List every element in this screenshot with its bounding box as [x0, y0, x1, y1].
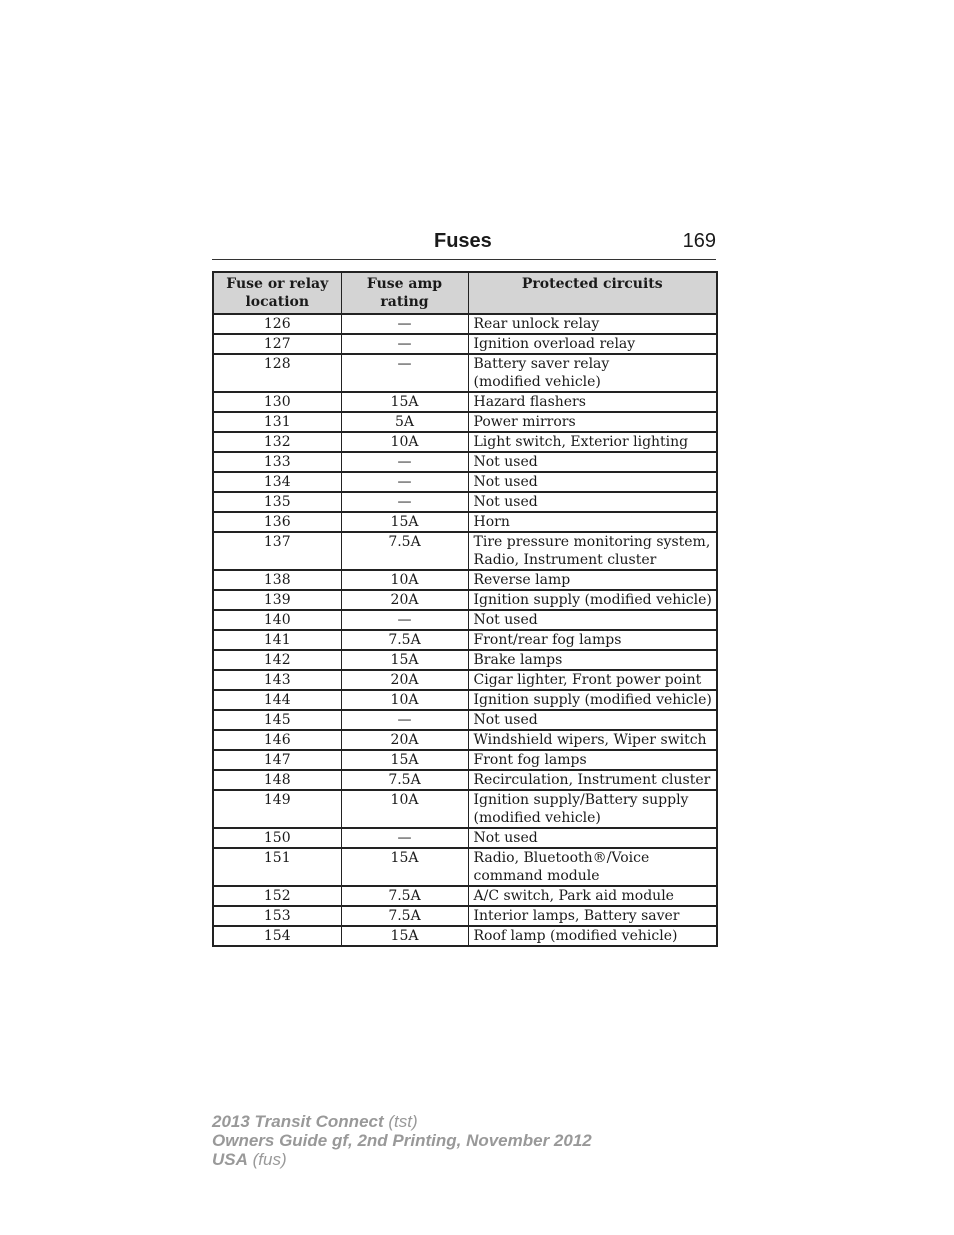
document-footer — [212, 1112, 592, 1169]
protected-circuit-cell: Not used — [468, 492, 717, 512]
section-title: Fuses — [434, 230, 492, 252]
table-row — [213, 412, 717, 432]
protected-circuit-cell: Not used — [468, 452, 717, 472]
table-body — [213, 314, 717, 946]
table-row — [213, 690, 717, 710]
fuse-rating-cell: 7.5A — [341, 886, 468, 906]
table-row — [213, 848, 717, 886]
column-header-circuits: Protected circuits — [468, 272, 717, 314]
fuse-rating-cell: 7.5A — [341, 532, 468, 570]
table-row — [213, 334, 717, 354]
column-header-rating: Fuse amp rating — [341, 272, 468, 314]
protected-circuit-cell: Horn — [468, 512, 717, 532]
fuse-location-cell: 142 — [213, 650, 341, 670]
footer-vehicle-code: (tst) — [388, 1112, 418, 1131]
fuse-location-cell: 130 — [213, 392, 341, 412]
protected-circuit-cell: Not used — [468, 710, 717, 730]
table-header-row — [213, 272, 717, 314]
fuse-location-cell: 145 — [213, 710, 341, 730]
table-row — [213, 906, 717, 926]
fuse-table — [212, 271, 718, 947]
footer-vehicle: 2013 Transit Connect — [212, 1112, 384, 1131]
fuse-location-cell: 152 — [213, 886, 341, 906]
fuse-location-cell: 154 — [213, 926, 341, 946]
protected-circuit-cell: A/C switch, Park aid module — [468, 886, 717, 906]
fuse-location-cell: 136 — [213, 512, 341, 532]
fuse-rating-cell: 7.5A — [341, 906, 468, 926]
table-row — [213, 750, 717, 770]
table-row — [213, 472, 717, 492]
table-row — [213, 828, 717, 848]
fuse-rating-cell: — — [341, 334, 468, 354]
fuse-rating-cell: 7.5A — [341, 770, 468, 790]
protected-circuit-cell: Tire pressure monitoring system, Radio, Instrument cluster — [468, 532, 717, 570]
protected-circuit-cell: Hazard flashers — [468, 392, 717, 412]
fuse-rating-cell: 20A — [341, 590, 468, 610]
table-row — [213, 590, 717, 610]
protected-circuit-cell: Front/rear fog lamps — [468, 630, 717, 650]
fuse-location-cell: 126 — [213, 314, 341, 334]
protected-circuit-cell: Ignition overload relay — [468, 334, 717, 354]
fuse-location-cell: 132 — [213, 432, 341, 452]
fuse-location-cell: 133 — [213, 452, 341, 472]
fuse-location-cell: 150 — [213, 828, 341, 848]
protected-circuit-cell: Recirculation, Instrument cluster — [468, 770, 717, 790]
fuse-location-cell: 147 — [213, 750, 341, 770]
fuse-location-cell: 143 — [213, 670, 341, 690]
fuse-rating-cell: 20A — [341, 730, 468, 750]
protected-circuit-cell: Battery saver relay (modified vehicle) — [468, 354, 717, 392]
table-row — [213, 452, 717, 472]
fuse-rating-cell: 15A — [341, 750, 468, 770]
table-row — [213, 392, 717, 412]
protected-circuit-cell: Radio, Bluetooth®/Voice command module — [468, 848, 717, 886]
page-header — [212, 229, 716, 260]
table-row — [213, 630, 717, 650]
fuse-location-cell: 127 — [213, 334, 341, 354]
table-row — [213, 354, 717, 392]
fuse-location-cell: 131 — [213, 412, 341, 432]
table-row — [213, 886, 717, 906]
fuse-rating-cell: — — [341, 472, 468, 492]
fuse-rating-cell: 10A — [341, 570, 468, 590]
table-row — [213, 730, 717, 750]
footer-market-code: (fus) — [252, 1150, 287, 1169]
table-row — [213, 770, 717, 790]
table-row — [213, 710, 717, 730]
footer-market: USA — [212, 1150, 248, 1169]
fuse-rating-cell: 5A — [341, 412, 468, 432]
fuse-rating-cell: 15A — [341, 392, 468, 412]
protected-circuit-cell: Cigar lighter, Front power point — [468, 670, 717, 690]
fuse-location-cell: 148 — [213, 770, 341, 790]
fuse-rating-cell: 10A — [341, 690, 468, 710]
fuse-rating-cell: 15A — [341, 512, 468, 532]
table-row — [213, 926, 717, 946]
fuse-rating-cell: 10A — [341, 790, 468, 828]
column-header-location: Fuse or relay location — [213, 272, 341, 314]
protected-circuit-cell: Power mirrors — [468, 412, 717, 432]
fuse-rating-cell: 15A — [341, 848, 468, 886]
protected-circuit-cell: Windshield wipers, Wiper switch — [468, 730, 717, 750]
table-row — [213, 650, 717, 670]
table-row — [213, 432, 717, 452]
fuse-rating-cell: 10A — [341, 432, 468, 452]
fuse-location-cell: 135 — [213, 492, 341, 512]
fuse-location-cell: 137 — [213, 532, 341, 570]
fuse-rating-cell: — — [341, 354, 468, 392]
fuse-rating-cell: — — [341, 492, 468, 512]
fuse-location-cell: 138 — [213, 570, 341, 590]
fuse-rating-cell: 20A — [341, 670, 468, 690]
protected-circuit-cell: Roof lamp (modified vehicle) — [468, 926, 717, 946]
fuse-rating-cell: — — [341, 452, 468, 472]
fuse-location-cell: 141 — [213, 630, 341, 650]
table-row — [213, 610, 717, 630]
protected-circuit-cell: Brake lamps — [468, 650, 717, 670]
fuse-location-cell: 128 — [213, 354, 341, 392]
fuse-rating-cell: — — [341, 314, 468, 334]
protected-circuit-cell: Not used — [468, 828, 717, 848]
fuse-rating-cell: — — [341, 710, 468, 730]
fuse-rating-cell: 7.5A — [341, 630, 468, 650]
page-number: 169 — [682, 230, 716, 252]
fuse-rating-cell: — — [341, 828, 468, 848]
fuse-location-cell: 140 — [213, 610, 341, 630]
protected-circuit-cell: Reverse lamp — [468, 570, 717, 590]
fuse-location-cell: 144 — [213, 690, 341, 710]
fuse-rating-cell: 15A — [341, 650, 468, 670]
table-row — [213, 570, 717, 590]
protected-circuit-cell: Ignition supply (modified vehicle) — [468, 690, 717, 710]
protected-circuit-cell: Not used — [468, 610, 717, 630]
fuse-location-cell: 139 — [213, 590, 341, 610]
protected-circuit-cell: Ignition supply/Battery supply (modified vehicle) — [468, 790, 717, 828]
table-row — [213, 314, 717, 334]
protected-circuit-cell: Ignition supply (modified vehicle) — [468, 590, 717, 610]
protected-circuit-cell: Not used — [468, 472, 717, 492]
table-row — [213, 790, 717, 828]
table-row — [213, 512, 717, 532]
table-row — [213, 532, 717, 570]
protected-circuit-cell: Front fog lamps — [468, 750, 717, 770]
fuse-location-cell: 149 — [213, 790, 341, 828]
fuse-location-cell: 153 — [213, 906, 341, 926]
fuse-location-cell: 146 — [213, 730, 341, 750]
footer-line-2: Owners Guide gf, 2nd Printing, November 2012 — [212, 1131, 592, 1150]
protected-circuit-cell: Rear unlock relay — [468, 314, 717, 334]
table-row — [213, 492, 717, 512]
fuse-rating-cell: — — [341, 610, 468, 630]
protected-circuit-cell: Interior lamps, Battery saver — [468, 906, 717, 926]
footer-line-3 — [212, 1150, 592, 1169]
fuse-location-cell: 134 — [213, 472, 341, 492]
table-row — [213, 670, 717, 690]
footer-line-1 — [212, 1112, 592, 1131]
fuse-location-cell: 151 — [213, 848, 341, 886]
fuse-rating-cell: 15A — [341, 926, 468, 946]
protected-circuit-cell: Light switch, Exterior lighting — [468, 432, 717, 452]
